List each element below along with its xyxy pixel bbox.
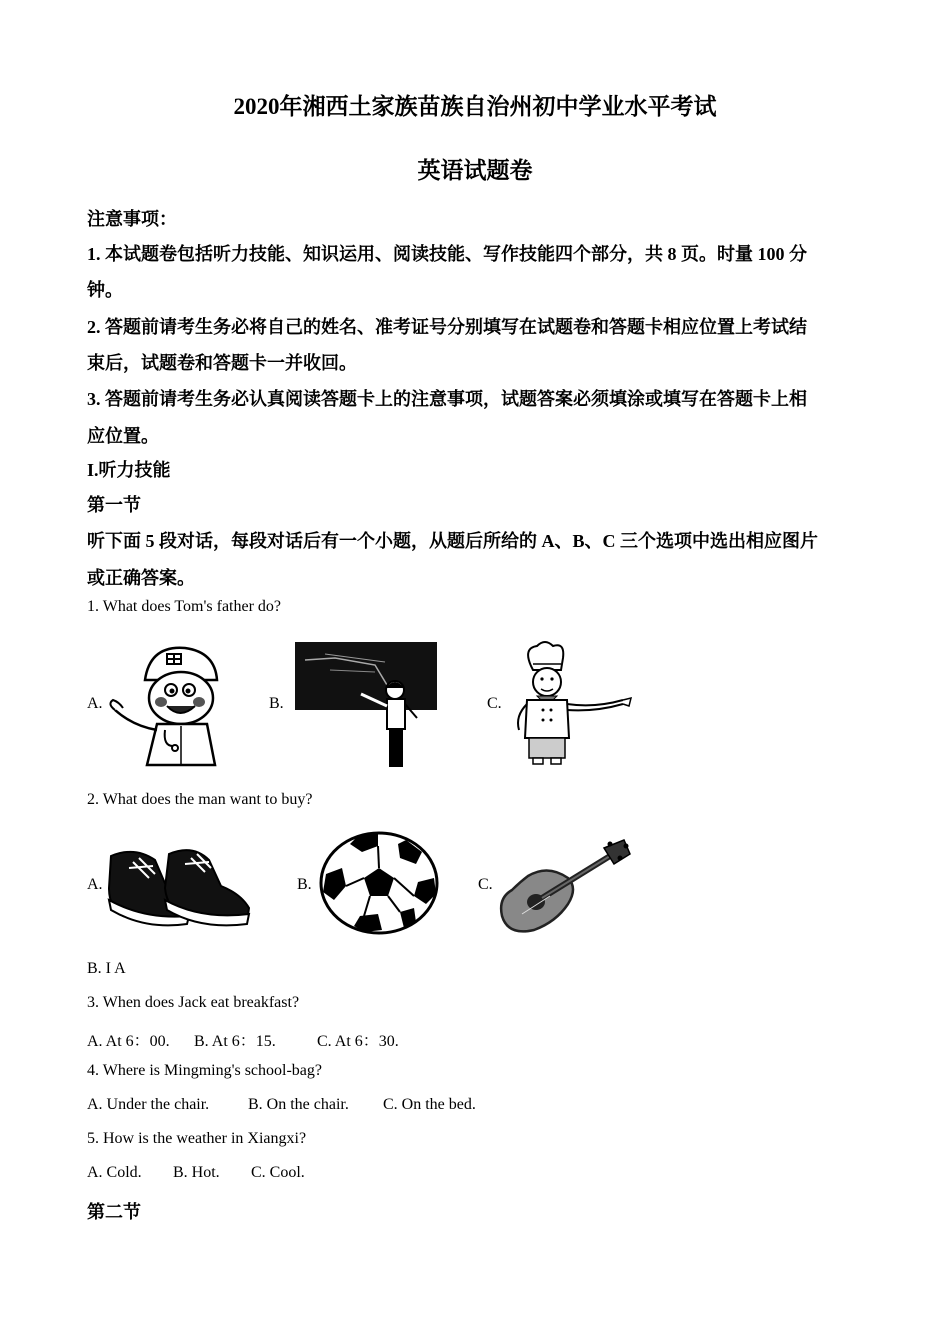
q3-option-a: A. At 6：00.	[87, 1033, 170, 1050]
q4-option-b: B. On the chair.	[248, 1096, 349, 1113]
part-heading: I.听力技能	[87, 460, 171, 480]
q5-option-a: A. Cold.	[87, 1164, 142, 1181]
q4-option-a: A. Under the chair.	[87, 1096, 210, 1113]
section-2-heading: 第二节	[87, 1202, 141, 1222]
chef-picture	[505, 638, 635, 768]
teacher-picture	[295, 640, 440, 770]
section-1-heading: 第一节	[87, 495, 141, 515]
doctor-picture	[105, 640, 235, 770]
q5-option-c: C. Cool.	[251, 1164, 305, 1181]
q1-option-c-label: C.	[487, 695, 502, 712]
question-4-text: 4. Where is Mingming's school-bag?	[87, 1062, 322, 1079]
note-2-line-1: 2. 答题前请考生务必将自己的姓名、准考证号分别填写在试题卷和答题卡相应位置上考试结	[87, 317, 807, 337]
note-2-line-2: 束后，试题卷和答题卡一并收回。	[87, 353, 357, 373]
guitar-picture	[498, 838, 632, 936]
instruction-line-1: 听下面 5 段对话，每段对话后有一个小题，从题后所给的 A、B、C 三个选项中选出相应图片	[87, 531, 818, 551]
note-3-line-2: 应位置。	[87, 426, 159, 446]
note-1-line-1: 1. 本试题卷包括听力技能、知识运用、阅读技能、写作技能四个部分，共 8 页。时量 100 分	[87, 244, 807, 264]
q5-option-b: B. Hot.	[173, 1164, 220, 1181]
sneakers-picture	[105, 838, 253, 934]
exam-subtitle: 英语试题卷	[417, 158, 533, 183]
exam-title: 2020年湘西土家族苗族自治州初中学业水平考试	[233, 94, 717, 119]
q2-option-b-label: B.	[297, 876, 312, 893]
football-picture	[318, 830, 440, 936]
stray-text: B. I A	[87, 960, 126, 977]
instruction-line-2: 或正确答案。	[87, 568, 195, 588]
notes-heading: 注意事项：	[87, 209, 177, 229]
question-5-text: 5. How is the weather in Xiangxi?	[87, 1130, 307, 1147]
q2-option-c-label: C.	[478, 876, 493, 893]
question-1-text: 1. What does Tom's father do?	[87, 598, 282, 615]
q1-option-a-label: A.	[87, 695, 103, 712]
note-3-line-1: 3. 答题前请考生务必认真阅读答题卡上的注意事项，试题答案必须填涂或填写在答题卡上相	[87, 389, 807, 409]
note-1-line-2: 钟。	[87, 280, 123, 300]
question-3-text: 3. When does Jack eat breakfast?	[87, 994, 300, 1011]
question-2-text: 2. What does the man want to buy?	[87, 791, 313, 808]
q2-option-a-label: A.	[87, 876, 103, 893]
q3-option-c: C. At 6：30.	[317, 1033, 399, 1050]
q4-option-c: C. On the bed.	[383, 1096, 476, 1113]
q3-option-b: B. At 6：15.	[194, 1033, 276, 1050]
q1-option-b-label: B.	[269, 695, 284, 712]
